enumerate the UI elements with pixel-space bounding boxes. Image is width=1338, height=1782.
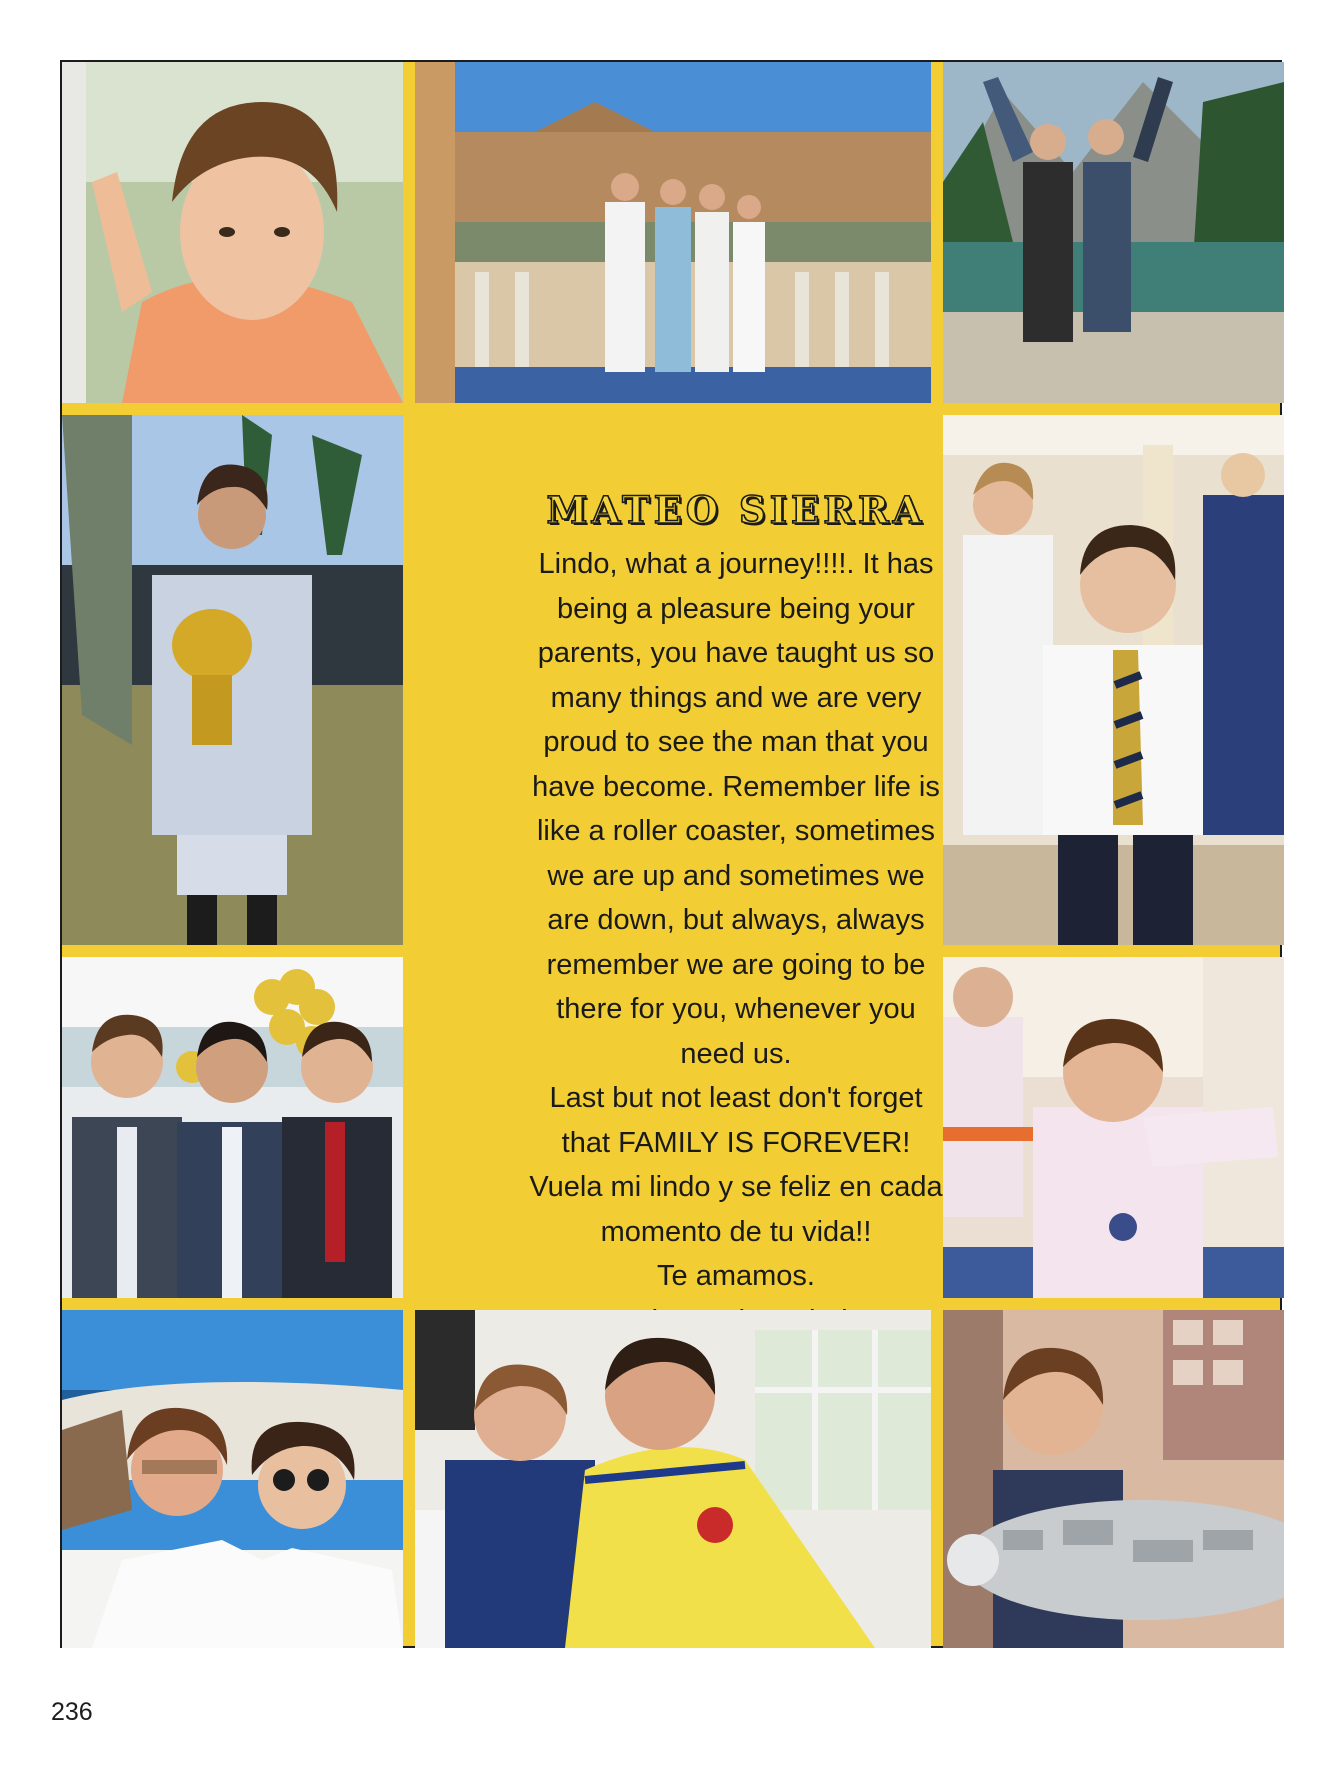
message-line: have become. Remember life is <box>532 770 940 803</box>
message-line: Last but not least don't forget <box>549 1082 923 1114</box>
message-line: parents, you have taught us so <box>537 637 935 669</box>
photo-santorini-selfie <box>62 1310 403 1648</box>
photo-family-plaza <box>415 62 931 403</box>
photo-colombia-jersey <box>415 1310 931 1648</box>
message-line: remember we are going to be <box>546 948 926 981</box>
message-line: momento de tu vida!! <box>600 1215 872 1248</box>
photo-lego-spaceship <box>943 1310 1284 1648</box>
page-number: 236 <box>51 1698 93 1726</box>
message-line: there for you, whenever you <box>556 993 916 1025</box>
tribute-message-panel <box>478 474 994 1360</box>
message-line: proud to see the man that you <box>543 726 929 758</box>
message-line: like a roller coaster, sometimes <box>536 815 936 847</box>
photo-soccer-trophy <box>62 415 403 945</box>
message-line: we are up and sometimes we <box>547 859 925 892</box>
message-line: many things and we are very <box>550 681 922 714</box>
photo-collage-frame <box>60 60 1282 1648</box>
tribute-message <box>478 542 994 1343</box>
photo-child-portrait <box>62 62 403 403</box>
message-line: are down, but always, always <box>547 904 925 936</box>
message-line: that FAMILY IS FOREVER! <box>561 1126 911 1159</box>
message-line: Vuela mi lindo y se feliz en cada <box>529 1171 943 1203</box>
message-line: need us. <box>680 1037 792 1070</box>
tribute-name: MATEO SIERRA <box>546 488 926 532</box>
photo-school-uniform <box>943 415 1284 945</box>
message-line: Lindo, what a journey!!!!. It has <box>538 548 934 580</box>
photo-boys-in-suits <box>62 957 403 1298</box>
message-line: being a pleasure being your <box>557 592 915 625</box>
photo-mountain-lake <box>943 62 1284 403</box>
photo-taekwondo <box>943 957 1284 1298</box>
message-line: Te amamos. <box>657 1260 815 1292</box>
